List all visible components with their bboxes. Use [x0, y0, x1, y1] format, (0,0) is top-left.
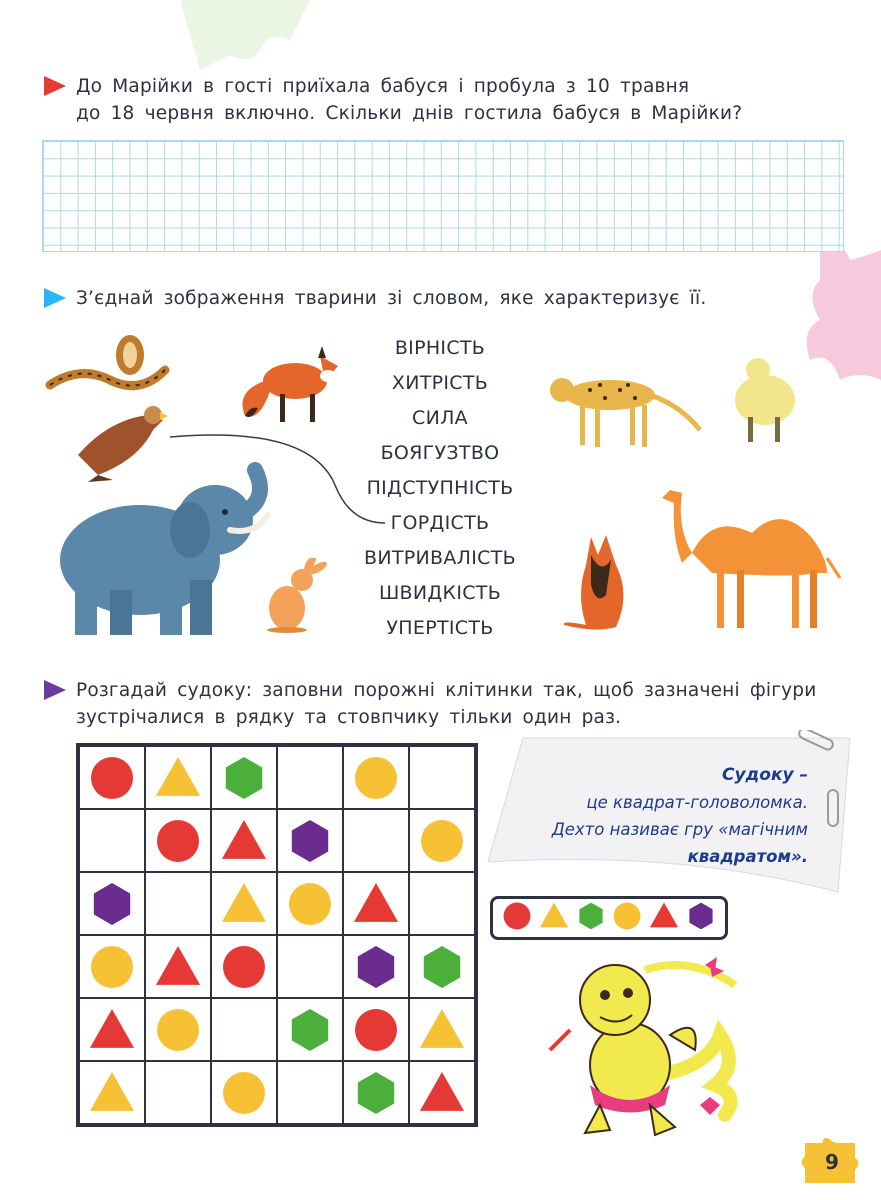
word-item[interactable]: СИЛА: [412, 407, 468, 429]
sudoku-cell-filled: [343, 1061, 409, 1125]
sudoku-cell-empty[interactable]: [277, 1061, 343, 1125]
yellow-circle-icon: [417, 816, 467, 866]
sudoku-cell-filled: [409, 998, 476, 1061]
sudoku-row: [78, 809, 476, 872]
sudoku-cell-filled: [145, 809, 211, 872]
dog-icon[interactable]: [556, 525, 641, 635]
red-circle-icon: [87, 753, 137, 803]
sudoku-cell-empty[interactable]: [78, 809, 145, 872]
green-hexagon-icon: [351, 1068, 401, 1118]
sudoku-cell-empty[interactable]: [277, 745, 343, 809]
word-item[interactable]: ВІРНІСТЬ: [394, 337, 486, 359]
yellow-triangle-icon: [153, 753, 203, 803]
elephant-icon[interactable]: [40, 460, 270, 640]
sudoku-row: [78, 1061, 476, 1125]
legend-shape: [648, 900, 680, 936]
note-line: квадратом».: [687, 847, 808, 866]
sudoku-cell-empty[interactable]: [277, 935, 343, 998]
sudoku-cell-filled: [277, 809, 343, 872]
word-item[interactable]: ПІДСТУПНІСТЬ: [366, 477, 514, 499]
sudoku-cell-filled: [145, 998, 211, 1061]
sudoku-cell-empty[interactable]: [409, 872, 476, 935]
yellow-circle-icon: [351, 753, 401, 803]
yellow-circle-icon: [219, 1068, 269, 1118]
sudoku-cell-empty[interactable]: [343, 809, 409, 872]
note-line: це квадрат-головоломка.: [586, 793, 808, 812]
green-hexagon-icon: [219, 753, 269, 803]
yellow-circle-icon: [611, 900, 643, 932]
sudoku-cell-filled: [343, 998, 409, 1061]
note-text: [500, 762, 808, 870]
hare-icon[interactable]: [262, 558, 327, 633]
yellow-triangle-icon: [219, 879, 269, 929]
sudoku-cell-filled: [343, 872, 409, 935]
yellow-triangle-icon: [87, 1068, 137, 1118]
sudoku-cell-filled: [211, 872, 277, 935]
sudoku-cell-filled: [211, 745, 277, 809]
word-item[interactable]: ГОРДІСТЬ: [390, 512, 490, 534]
red-circle-icon: [501, 900, 533, 932]
sudoku-cell-filled: [343, 745, 409, 809]
sudoku-cell-empty[interactable]: [145, 872, 211, 935]
shapes-legend: [490, 896, 728, 940]
red-triangle-icon: [87, 1005, 137, 1055]
page-number: 9: [825, 1150, 839, 1174]
sudoku-row: [78, 935, 476, 998]
green-hexagon-icon: [285, 1005, 335, 1055]
yellow-triangle-icon: [538, 900, 570, 932]
green-hexagon-icon: [575, 900, 607, 932]
sudoku-cell-filled: [211, 935, 277, 998]
red-circle-icon: [153, 816, 203, 866]
sudoku-cell-filled: [78, 872, 145, 935]
dragon-character-icon: [540, 955, 750, 1145]
task2-text: З’єднай зображення тварини зі словом, яке характеризує її.: [76, 288, 707, 309]
red-circle-icon: [219, 942, 269, 992]
red-triangle-icon: [219, 816, 269, 866]
camel-icon[interactable]: [652, 478, 842, 633]
yellow-circle-icon: [153, 1005, 203, 1055]
legend-shape: [501, 900, 533, 936]
word-item[interactable]: УПЕРТІСТЬ: [386, 617, 494, 639]
sudoku-cell-empty[interactable]: [211, 998, 277, 1061]
red-triangle-icon: [351, 879, 401, 929]
legend-shape: [575, 900, 607, 936]
word-item[interactable]: ШВИДКІСТЬ: [378, 582, 502, 604]
purple-hexagon-icon: [285, 816, 335, 866]
sudoku-row: [78, 745, 476, 809]
sudoku-cell-filled: [343, 935, 409, 998]
red-triangle-icon: [648, 900, 680, 932]
sudoku-cell-filled: [277, 872, 343, 935]
cheetah-icon[interactable]: [540, 360, 705, 455]
cobra-icon[interactable]: [40, 330, 170, 400]
sudoku-cell-filled: [78, 1061, 145, 1125]
legend-shape: [685, 900, 717, 936]
sudoku-cell-filled: [78, 935, 145, 998]
sudoku-cell-empty[interactable]: [145, 1061, 211, 1125]
word-item[interactable]: ВИТРИВАЛІСТЬ: [364, 547, 516, 569]
word-item[interactable]: ХИТРІСТЬ: [391, 372, 489, 394]
sudoku-row: [78, 872, 476, 935]
sudoku-cell-empty[interactable]: [409, 745, 476, 809]
task2-arrow-icon: [44, 288, 66, 308]
yellow-circle-icon: [87, 942, 137, 992]
sudoku-row: [78, 998, 476, 1061]
yellow-circle-icon: [285, 879, 335, 929]
red-circle-icon: [351, 1005, 401, 1055]
sudoku-grid[interactable]: [76, 743, 478, 1127]
sudoku-cell-filled: [409, 809, 476, 872]
sudoku-cell-filled: [409, 935, 476, 998]
sudoku-cell-filled: [409, 1061, 476, 1125]
sudoku-cell-filled: [78, 745, 145, 809]
task1-text: До Марійки в гості приїхала бабуся і пробула з 10 травня до 18 червня включно. Скільки днів гостила бабуся в Марійки?: [76, 76, 743, 124]
purple-hexagon-icon: [351, 942, 401, 992]
legend-shape: [611, 900, 643, 936]
sudoku-cell-filled: [211, 1061, 277, 1125]
purple-hexagon-icon: [87, 879, 137, 929]
sudoku-cell-filled: [211, 809, 277, 872]
task3-arrow-icon: [44, 680, 66, 700]
task3-text: Розгадай судоку: заповни порожні клітинки так, щоб зазначені фігури зустрічалися в рядку та стовпчику тільки один раз.: [76, 680, 817, 728]
red-triangle-icon: [153, 942, 203, 992]
task1-arrow-icon: [44, 76, 66, 96]
note-line: Дехто називає гру «магічним: [551, 820, 808, 839]
answer-grid-paper[interactable]: [42, 140, 844, 252]
sudoku-cell-filled: [78, 998, 145, 1061]
fox-icon[interactable]: [230, 336, 350, 426]
sudoku-cell-filled: [145, 935, 211, 998]
red-triangle-icon: [417, 1068, 467, 1118]
purple-hexagon-icon: [685, 900, 717, 932]
sheep-icon[interactable]: [730, 355, 800, 445]
yellow-triangle-icon: [417, 1005, 467, 1055]
note-title: Судоку –: [721, 765, 808, 785]
legend-shape: [538, 900, 570, 936]
sudoku-cell-filled: [145, 745, 211, 809]
word-item[interactable]: БОЯГУЗТВО: [380, 442, 500, 464]
sudoku-cell-filled: [277, 998, 343, 1061]
green-puzzle-decor: [170, 0, 320, 70]
green-hexagon-icon: [417, 942, 467, 992]
